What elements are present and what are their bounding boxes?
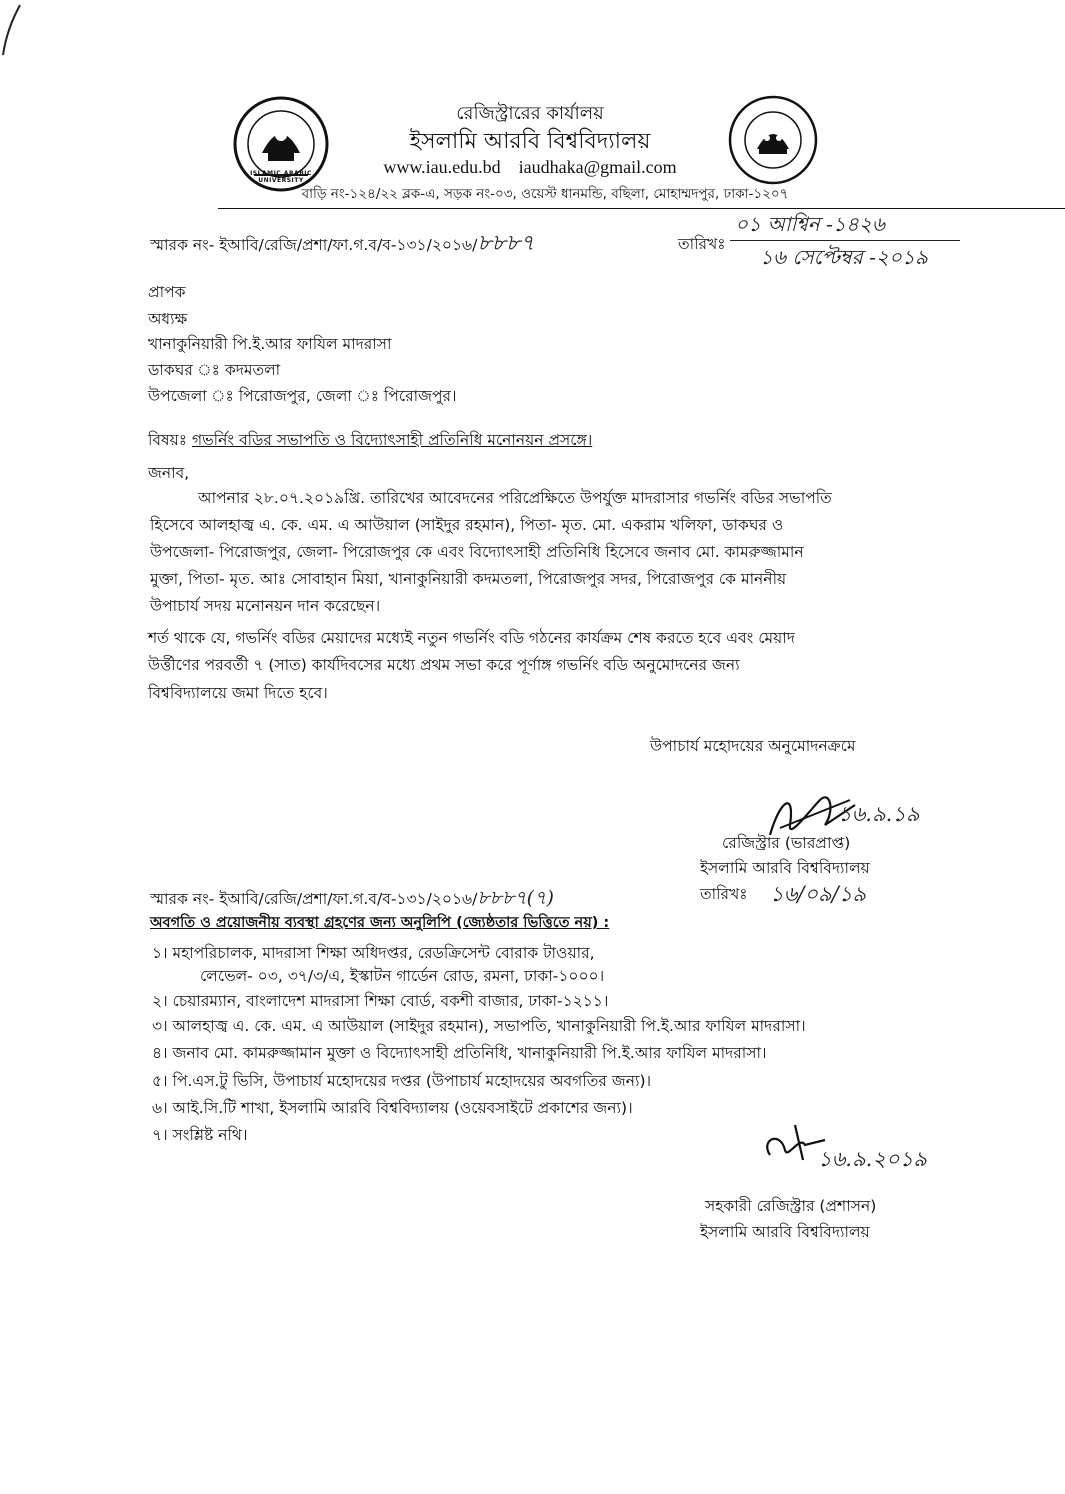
memo-ref-printed: স্মারক নং- ইআবি/রেজি/প্রশা/ফা.গ.ব/ব-১৩১/২০১৬/ [150, 236, 478, 254]
subject-text: গভর্নিং বডির সভাপতি ও বিদ্যোৎসাহী প্রতিনিধি মনোনয়ন প্রসঙ্গে। [191, 431, 593, 449]
registrar-date-handwritten: ১৬/০৯/১৯ [770, 882, 866, 906]
assistant-registrar-sign-date: ১৬.৯.২০১৯ [818, 1147, 927, 1171]
header-divider [218, 208, 1065, 209]
recipient-title: অধ্যক্ষ [148, 310, 188, 328]
date-divider [730, 240, 960, 241]
copy-ref-handwritten: ৮৮৮৭(৭) [477, 887, 554, 909]
subject-line [148, 430, 592, 450]
date-label: তারিখঃ [678, 235, 726, 253]
body-para2-line: শর্ত থাকে যে, গভর্নিং বডির মেয়াদের মধ্যেই নতুন গভর্নিং বডি গঠনের কার্যক্রম শেষ করতে হবে এবং মেয়াদ [148, 629, 795, 647]
recipient-post-office: ডাকঘর ঃ কদমতলা [148, 361, 281, 379]
copy-item: ৫। পি.এস.টু ভিসি, উপাচার্য মহোদয়ের দপ্তর (উপাচার্য মহোদয়ের অবগতির জন্য)। [152, 1072, 652, 1090]
contact-line [330, 157, 730, 178]
office-title: রেজিস্ট্রারের কার্যালয় [456, 103, 604, 124]
assistant-registrar-org: ইসলামি আরবি বিশ্ববিদ্যালয় [700, 1223, 870, 1241]
registrar-org: ইসলামি আরবি বিশ্ববিদ্যালয় [700, 859, 870, 877]
copy-heading: অবগতি ও প্রয়োজনীয় ব্যবস্থা গ্রহণের জন্য অনুলিপি (জ্যেষ্ঠতার ভিত্তিতে নয়) : [150, 915, 610, 931]
letterhead [0, 0, 1065, 210]
university-name: ইসলামি আরবি বিশ্ববিদ্যালয় [409, 129, 651, 154]
registrar-title: রেজিস্ট্রার (ভারপ্রাপ্ত) [722, 834, 851, 852]
email-link[interactable]: iaudhaka@gmail.com [518, 157, 677, 177]
salutation: জনাব, [148, 464, 190, 482]
body-para2-line: উর্ত্তীণের পরবর্তী ৭ (সাত) কার্যদিবসের মধ্যে প্রথম সভা করে পূর্ণাঙ্গ গভর্নিং বডি অনুমোদনের জন্য [148, 656, 740, 674]
registrar-date-label: তারিখঃ [700, 885, 748, 903]
date-bengali-handwritten: ০১ আশ্বিন -১৪২৬ [735, 212, 885, 236]
address-line: বাড়ি নং-১২৪/২২ ব্লক-এ, সড়ক নং-০৩, ওয়েস্ট ধানমন্ডি, বছিলা, মোহাম্মদপুর, ঢাকা-১২০৭ [301, 186, 789, 202]
memo-ref-handwritten: ৮৮৮৭ [477, 231, 535, 256]
body-para1-line: উপজেলা- পিরোজপুর, জেলা- পিরোজপুর কে এবং বিদ্যোৎসাহী প্রতিনিধি হিসেবে জনাব মো. কামরুজ্জামান [150, 543, 804, 561]
subject-label: বিষয়ঃ [148, 431, 188, 449]
body-para1-line: হিসেবে আলহাজ্ব এ. কে. এম. এ আউয়াল (সাইদুর রহমান), পিতা- মৃত. মো. একরাম খলিফা, ডাকঘর ও [150, 516, 784, 534]
body-para1-line: আপনার ২৮.০৭.২০১৯খ্রি. তারিখের আবেদনের পরিপ্রেক্ষিতে উপর্যুক্ত মাদরাসার গভর্নিং বডির সভাপতি [198, 489, 832, 507]
memo-ref [150, 231, 535, 256]
copy-item: ৬। আই.সি.টি শাখা, ইসলামি আরবি বিশ্ববিদ্যালয় (ওয়েবসাইটে প্রকাশের জন্য)। [152, 1099, 633, 1117]
assistant-registrar-title: সহকারী রেজিস্ট্রার (প্রশাসন) [705, 1197, 877, 1215]
registrar-sign-date: ১৬.৯.১৯ [838, 802, 920, 826]
copy-item: ৪। জনাব মো. কামরুজ্জামান মুক্তা ও বিদ্যোৎসাহী প্রতিনিধি, খানাকুনিয়ারী পি.ই.আর ফাযিল মাদরাসা। [152, 1044, 767, 1062]
recipient-label: প্রাপক [148, 283, 186, 301]
copy-item: লেভেল- ০৩, ৩৭/৩/এ, ইস্কাটন গার্ডেন রোড, রমনা, ঢাকা-১০০০। [200, 967, 605, 985]
body-para1-line: মুক্তা, পিতা- মৃত. আঃ সোবাহান মিয়া, খানাকুনিয়ারী কদমতলা, পিরোজপুর সদর, পিরোজপুর কে মাননীয় [150, 570, 787, 588]
copy-item: ১। মহাপরিচালক, মাদরাসা শিক্ষা অধিদপ্তর, রেডক্রিসেন্ট বোরাক টাওয়ার, [152, 944, 595, 962]
seal-icon [727, 94, 819, 186]
approval-note: উপাচার্য মহোদয়ের অনুমোদনক্রমে [650, 737, 856, 755]
copy-item: ২। চেয়ারম্যান, বাংলাদেশ মাদরাসা শিক্ষা বোর্ড, বকশী বাজার, ঢাকা-১২১১। [152, 992, 609, 1010]
logo-caption: ISLAMIC ARABIC UNIVERSITY [250, 170, 312, 184]
copy-ref-printed: স্মারক নং- ইআবি/রেজি/প্রশা/ফা.গ.ব/ব-১৩১/২০১৬/ [150, 890, 478, 908]
copy-ref [150, 888, 554, 909]
body-para1-line: উপাচার্য সদয় মনোনয়ন দান করেছেন। [150, 597, 381, 615]
website-link[interactable]: www.iau.edu.bd [383, 157, 501, 177]
copy-item: ৭। সংশ্লিষ্ট নথি। [152, 1126, 248, 1144]
copy-item: ৩। আলহাজ্ব এ. কে. এম. এ আউয়াল (সাইদুর রহমান), সভাপতি, খানাকুনিয়ারী পি.ই.আর ফাযিল মাদরাসা। [152, 1017, 806, 1035]
body-para2-line: বিশ্ববিদ্যালয়ে জমা দিতে হবে। [148, 684, 328, 702]
recipient-institution: খানাকুনিয়ারী পি.ই.আর ফাযিল মাদরাসা [148, 335, 392, 353]
recipient-district: উপজেলা ঃ পিরোজপুর, জেলা ঃ পিরোজপুর। [148, 387, 457, 405]
date-gregorian-handwritten: ১৬ সেপ্টেম্বর -২০১৯ [760, 245, 928, 269]
